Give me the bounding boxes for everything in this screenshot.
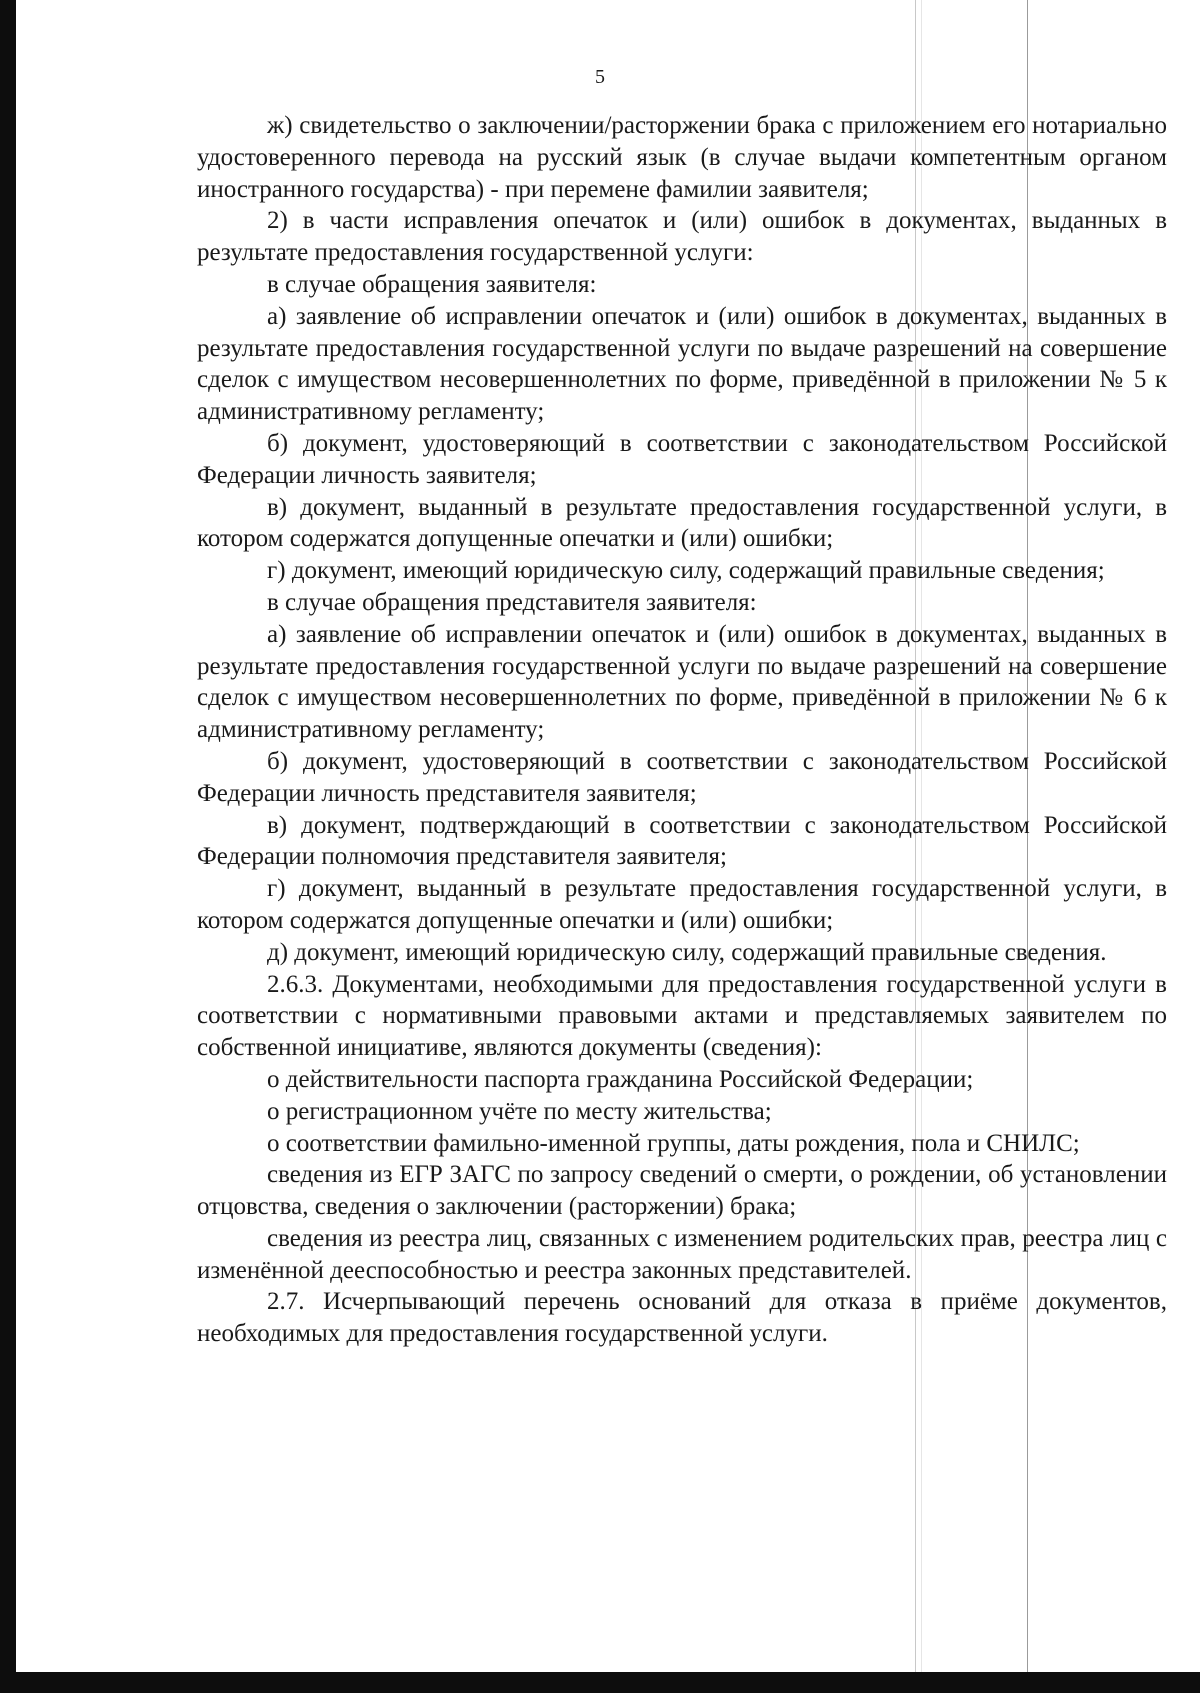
paragraph: сведения из реестра лиц, связанных с изменением родительских прав, реестра лиц с изменённой дееспособностью и реестра законных представителей. — [197, 1224, 1167, 1284]
paragraph: о действительности паспорта гражданина Российской Федерации; — [267, 1065, 974, 1093]
paragraph: в случае обращения представителя заявителя: — [267, 588, 757, 616]
paragraph: в) документ, выданный в результате предоставления государственной услуги, в котором содержатся допущенные опечатки и (или) ошибки; — [197, 493, 1167, 553]
paragraph: 2) в части исправления опечаток и (или) ошибок в документах, выданных в результате предоставления государственной услуги: — [197, 207, 1167, 267]
page-number: 5 — [595, 66, 605, 88]
paragraph: г) документ, имеющий юридическую силу, содержащий правильные сведения; — [267, 557, 1105, 585]
paragraph: в) документ, подтверждающий в соответствии с законодательством Российской Федерации полномочия представителя заявителя; — [197, 811, 1167, 871]
paragraph: 2.7. Исчерпывающий перечень оснований для отказа в приёме документов, необходимых для предоставления государственной услуги. — [197, 1288, 1167, 1348]
paragraph: в случае обращения заявителя: — [267, 270, 597, 298]
paragraph: б) документ, удостоверяющий в соответствии с законодательством Российской Федерации личность заявителя; — [197, 429, 1167, 489]
paragraph: д) документ, имеющий юридическую силу, содержащий правильные сведения. — [267, 938, 1107, 966]
scan-border-left — [0, 0, 16, 1693]
scan-border-bottom — [0, 1672, 1200, 1693]
paragraph: о соответствии фамильно-именной группы, даты рождения, пола и СНИЛС; — [267, 1129, 1080, 1157]
paragraph: сведения из ЕГР ЗАГС по запросу сведений о смерти, о рождении, об установлении отцовства, сведения о заключении (расторжении) брака; — [197, 1161, 1167, 1221]
paragraph: 2.6.3. Документами, необходимыми для предоставления государственной услуги в соответствии с нормативными правовыми актами и представляемых заявителем по собственной инициативе, являются документы (сведения): — [197, 970, 1167, 1062]
paragraph: г) документ, выданный в результате предоставления государственной услуги, в котором содержатся допущенные опечатки и (или) ошибки; — [197, 875, 1167, 934]
paragraph: а) заявление об исправлении опечаток и (или) ошибок в документах, выданных в результате предоставления государственной услуги по выдаче разрешений на совершение сделок с имуществом несовершеннолетних по форме, приведённой в приложении № 6 к административному регламенту; — [197, 620, 1167, 744]
paragraph: б) документ, удостоверяющий в соответствии с законодательством Российской Федерации личность представителя заявителя; — [197, 747, 1167, 807]
paragraph: ж) свидетельство о заключении/расторжении брака с приложением его нотариально удостоверенного перевода на русский язык (в случае выдачи компетентным органом иностранного государства) - при перемене фамилии заявителя; — [197, 112, 1167, 203]
paragraph: а) заявление об исправлении опечаток и (или) ошибок в документах, выданных в результате предоставления государственной услуги по выдаче разрешений на совершение сделок с имуществом несовершеннолетних по форме, приведённой в приложении № 5 к административному регламенту; — [197, 302, 1167, 426]
document-body — [197, 110, 1167, 1350]
paragraph: о регистрационном учёте по месту жительства; — [267, 1097, 772, 1125]
